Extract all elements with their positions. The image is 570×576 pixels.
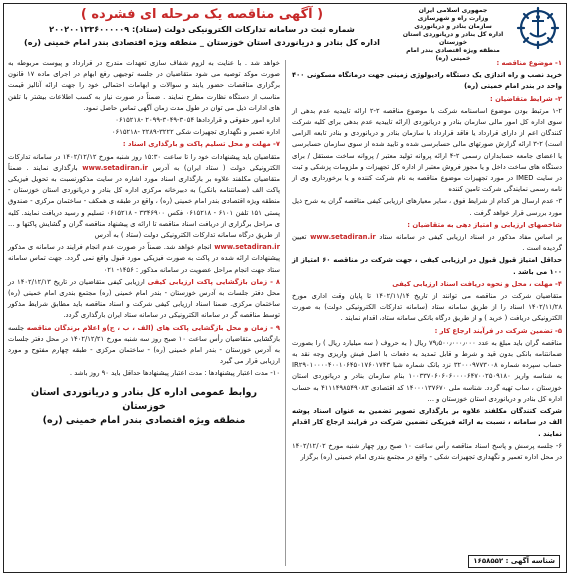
section-heading: ۹ - زمان و محل بازگشایی پاکت های (الف ، ب ، ج)و اعلام برندگان مناقصه — [26, 323, 280, 332]
section-heading: ۸ - زمان بازگشایی پاکت ارزیابی کیفی — [147, 277, 280, 286]
paragraph — [8, 115, 280, 126]
org-line: سازمان بنادر و دریانوردی — [414, 23, 492, 30]
paragraph — [8, 152, 280, 242]
paragraph-text: اداره امور حقوقی و قراردادها ۳۰۵۴-۳۰۴۹-۲۰۹۹ -۰۶۱۵۲۱۸ — [115, 116, 280, 125]
paragraph — [292, 406, 562, 440]
website-link[interactable]: www.setadiran.ir — [310, 233, 376, 242]
port-authority-emblem-icon — [512, 6, 564, 54]
paragraph-text: ارزیابی کیفی متقاضیان در تاریخ ۱۴۰۲/۱۲/۱۳ در محل دفتر جلسات به آدرس خوزستان - بندر امام خمینی (ره) مجتمع بندری امام خمینی (ره) ساختمان مرکزی. ضمنا اسناد ارزیابی کیفی شرکت و اسناد مناقصه باید مطابق شرایط مذکور توسط مناقصه گر در سامانه الکترونیکی در سامانه ستاد ایران بارگذاری گردد. — [8, 277, 280, 320]
org-line: منطقه ویژه اقتصادی بندر امام خمینی (ره) — [406, 47, 500, 62]
org-line: وزارت راه و شهرسازی — [417, 15, 489, 22]
paragraph — [292, 279, 562, 290]
paragraph-text: جلسه بازگشایی متقاضیان رأس ساعت ۱۰ صبح روز سه شنبه مورخ ۱۴۰۲/۱۲/۲۱ در محل دفتر جلسات به آدرس خوزستان - بندر امام خمینی (ره) - ساختمان مرکزی - طبقه چهارم مفتوح و مورد ارزیابی قرار می گیرد — [8, 323, 280, 366]
section-heading: ۵- تضمین شرکت در فرآیند ارجاع کار : — [434, 326, 562, 335]
paragraph-text: شرکت کنندگان مکلفند علاوه بر بارگذاری تصویر تضمین به عنوان اسناد پوشه الف در سامانه ، نسبت به ارائه فیزیکی تضمین شرکت در فرایند ارجاع کار اقدام نمایند . — [292, 407, 562, 438]
org-line: جمهوری اسلامی ایران — [418, 7, 488, 14]
paragraph — [292, 70, 562, 92]
paragraph-text: ۱۰- مدت اعتبار پیشنهادها : مدت اعتبار پیشنهادها حداقل باید ۹۰ روز باشد . — [69, 369, 280, 378]
paragraph — [292, 220, 562, 231]
footer-signature — [8, 386, 280, 428]
paragraph — [292, 106, 562, 196]
paragraph — [8, 277, 280, 322]
paragraph — [292, 326, 562, 337]
org-block — [398, 7, 508, 63]
footer-line: منطقه ویژه اقتصادی بندر امام خمینی (ره) — [42, 414, 246, 426]
paragraph-text: ۱-۲ مرتبط بودن موضوع اساسنامه شرکت با موضوع مناقصه ۲-۲ ارائه تاییدیه عدم بدهی از سوی اداره کل امور مالی سازمان بنادر و دریانوردی (ارائه تاییدیه عدم بدهی برای کلیه شرکت کنندگان اعم از دارای قرارداد یا فاقد قرارداد با سازمان بنادر و دریانوردی و بنادر تابعه الزامی است) ۲-۳ ارائه گزارش صورتهای مالی حسابرسی شده و تایید شده از سوی سازمان حسابرسی یا اعضای جامعه حسابداران رسمی ۲-۴ ارائه پروانه تولید معتبر / پروانه ساخت مستقل / برای دستگاه های ساخت داخل و یا مجوز فروش معتبر از اداره کل تجهیزات و ملزومات پزشکی و ثبت در سایت IMED در مورد تجهیزات موضوع مناقصه به نام شرکت کننده و یا برخورداری وی از نامه رسمی نمایندگی شرکت تامین کننده — [292, 106, 562, 194]
paragraph — [292, 291, 562, 325]
paragraph-text: حداقل امتیاز قبول قبول در ارزیابی کیفی ، جهت شرکت در مناقصه ۶۰ امتیاز از ۱۰۰ می باشد . — [292, 256, 563, 276]
paragraph — [8, 242, 280, 276]
section-heading: شاخصهای ارزیابی و امتیاز دهی به متقاضیان : — [407, 220, 562, 229]
column-divider — [285, 60, 286, 566]
registration-number: شماره ثبت در سامانه تدارکات الکترونیکی دولت (ستاد): ۲۰۰۲۰۰۱۳۳۶۰۰۰۰۰۹ — [49, 24, 355, 34]
org-line: اداره کل بنادر و دریانوردی استان خوزستان — [402, 31, 504, 46]
section-heading: ۲- شرایط متقاضیان : — [490, 94, 562, 103]
website-link[interactable]: www.setadiran.ir — [214, 243, 280, 252]
footer-line: روابط عمومی اداره کل بنادر و دریانوردی استان خوزستان — [31, 386, 257, 412]
paragraph — [292, 94, 562, 105]
paragraph-text: خرید نصب و راه اندازی یک دستگاه رادیولوژی زمینی جهت درمانگاه مسکونی ۴۰۰ واحد در بندر امام خمینی (ره) — [292, 71, 562, 91]
left-column — [8, 58, 280, 568]
paragraph-text: خواهد شد . با عنایت به لزوم شفاف سازی تعهدات مندرج در قرارداد و پیوست مربوطه به صورت موکد توصیه می شود متقاضیان در جلسه توجیهی رفع ابهام در اجرای ماده ۱۷ قانون برگزاری مناقصات حضور یابند و سوالات و ابهامات احتمالی خود را جهت ارائه آنالیز قیمت مناسب از دستگاه نظارت مطرح نمایند . ضمناً در صورت نیاز به کسب اطلاعات بیشتر با تلفن های ادارات ذیل می توان در طول مدت زمان آگهی تماس حاصل نمود. — [8, 59, 280, 112]
title-block — [10, 6, 394, 48]
section-heading: ۴- مهلت ، محل و نحوه دریافت اسناد ارزیابی کیفی — [392, 279, 562, 288]
paragraph-text: متقاضیان باید پیشنهادات خود را تا ساعت ۱۵:۳۰ روز شنبه مورخ ۱۴۰۲/۱۲/۱۲ در سامانه تدارکات الکترونیکی دولت ( ستاد ایران) به آدرس — [8, 152, 280, 172]
paragraph — [8, 127, 280, 138]
paragraph — [8, 58, 280, 114]
website-link[interactable]: www.setadiran.ir — [82, 163, 149, 172]
paragraph-text: مناقصه گران باید مبلغ به عدد ۷۹٫۵۰۰٫۰۰۰٫۰۰۰ ریال ( به حروف ( سه میلیارد ریال ) را بصورت ضمانتنامه بانکی بدون قید و شرط و قابل تمدید به دفعات با اصل فیش واریزی وجه نقد به حساب سپرده شماره ۳۲۰۰۰۹۷۷۳۰۰۸ نزد بانک شماره شبا IR۲۹۰۱۰۰۰۰۴۰۰۱۰۶۴۵۰۱۷۶۰۱۷۴۳ به شناسه واریز ۱۰۰۳۳۷۰۶۰۶۰۶۰۰۰۰۶۴۷۰۰۲۵۰۹۱۸۰ بنام سازمان بنادر و دریانوردی استان خوزستان ، ساب تهیه گردد. شناسه ملی ۱۴۰۰۰۱۳۷۶۷۰ کد اقتصادی ۴۱۱۱۴۹۸۵۴۹۰۸۳ به حساب اداره کل بنادر و دریانوردی استان خوزستان و ... — [292, 338, 563, 403]
paragraph — [292, 232, 562, 254]
paragraph — [292, 255, 562, 277]
paragraph-text: بر اساس مفاد مذکور در اسناد ارزیابی کیفی در سامانه ستاد — [379, 233, 562, 242]
section-heading: ۱- موضوع مناقصه : — [496, 59, 562, 67]
section-heading: ۷- مهلت و محل تسلیم پاکت و بارگذاری اسناد : — [122, 140, 280, 149]
organization-name: اداره کل بنادر و دریانوردی استان خوزستان _ منطقه ویژه اقتصادی بندر امام خمینی (ره) — [24, 37, 380, 47]
paragraph — [292, 58, 562, 69]
paragraph — [8, 139, 280, 150]
paragraph-text: ۳- عدم ارسال هر کدام از شرایط فوق ، سایر معیارهای ارزیابی کیفی مناقصه گران به شرح ذیل مورد بررسی قرار خواهد گرفت . — [292, 197, 562, 217]
right-column — [292, 58, 562, 568]
paragraph — [292, 338, 562, 405]
paragraph — [8, 323, 280, 368]
ad-code: شناسه آگهی : ۱۶۵۸۵۵۲ — [468, 555, 560, 568]
paragraph-text: ۶- جلسه پرسش و پاسخ اسناد مناقصه رأس ساعت ۱۰ صبح روز چهار شنبه مورخ ۱۴۰۲/۱۲/۰۲ در محل اداره تعمیر و نگهداری تجهیزات شکی - واقع در مجتمع بندری امام خمینی (ره) برگزار — [292, 441, 562, 461]
paragraph-text: انجام خواهد شد. ضمناً در صورت عدم انجام فرایند در سامانه ی مذکور پیشنهادات ارائه شده در پاکت به صورت فیزیکی مورد قبول واقع نمی گردد. جهت تماس سامانه ستاد جهت انجام مراحل عضویت در سامانه مذکور : ۱۴۵۶- ۰۲۱ — [8, 243, 280, 274]
paragraph — [292, 441, 562, 463]
paragraph-text: اداره تعمیر و نگهداری تجهیزات شکی ۳۲۲۲-۲۲۸۹ -۰۶۱۵۲۱۸ — [111, 128, 280, 137]
paragraph-text: بارگذاری نمایند . ضمناً متقاضیان مکلفند علاوه بر بارگذاری اسناد مورد اشاره در سایت مذکورنسبت به تحویل فیزیکی پاکت الف (ضمانتنامه بانکی) به دبیرخانه مرکزی اداره کل بنادر و دریانوردی استان خوزستان - منطقه ویژه اقتصادی بندر امام خمینی (ره) ، واقع در طبقه ی همکف - ساختمان مرکزی - صندوق پستی ۱۵۱ تلفن ۶۱۰۱ - ۰۶۱۵۲۱۸ فکس ۳۳۴۶۹۰۰ - ۰۶۱۵۲۱۸ تسلیم و رسید دریافت نمایند. کلیه ی مراحل برگزاری از دریافت اسناد مناقصه تا ارائه ی پیشنهاد مناقصه گران و گشایش پاکتها و ... از طریق درگاه سامانه تدارکات الکترونیکی دولت (ستاد ) به آدرس — [8, 163, 280, 240]
paragraph-text: تعیین گردیده است . — [292, 233, 562, 253]
paragraph — [8, 368, 280, 379]
ad-header — [6, 6, 564, 62]
paragraph — [292, 196, 562, 218]
paragraph-text: متقاضیان شرکت در مناقصه می توانند از تاریخ ۱۴۰۲/۱۱/۱۴ تا پایان وقت اداری مورخ ۱۴۰۲/۱۱/۲۸ اسناد را از طریق سامانه ستاد (سامانه تدارکات الکترونیکی دولت) به صورت الکترونیکی دریافت ( خرید ) و از طریق درگاه بانکی سامانه ستاد، اقدام نمایند . — [292, 292, 562, 323]
page-title: ( آگهی مناقصه یک مرحله ای فشرده ) — [80, 7, 324, 22]
